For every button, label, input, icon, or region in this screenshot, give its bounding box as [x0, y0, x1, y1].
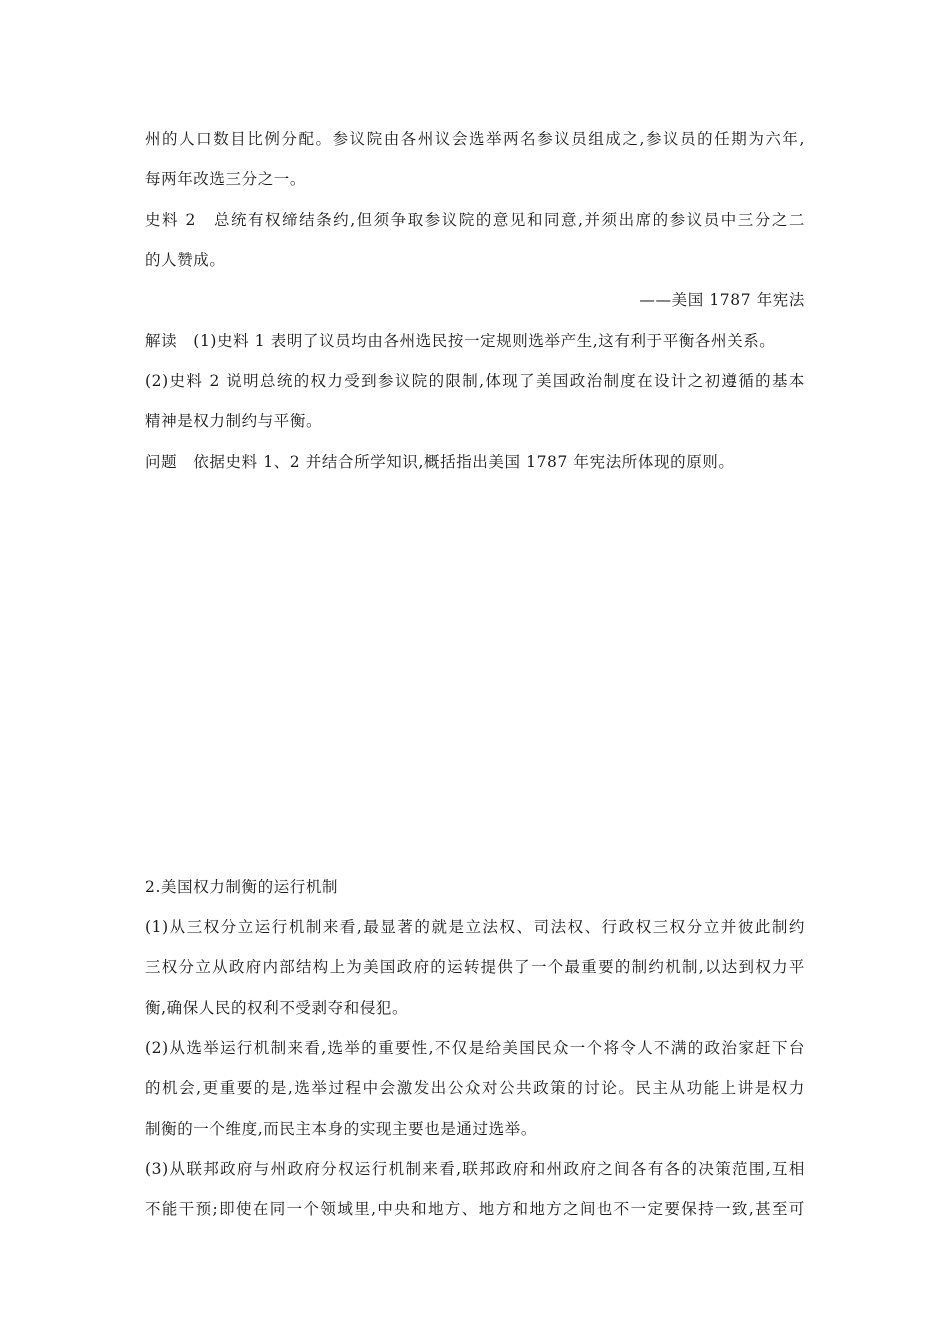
paragraph-line: (1)从三权分立运行机制来看,最显著的就是立法权、司法权、行政权三权分立并彼此制约 — [145, 918, 805, 936]
interpretation-line: (2)史料 2 说明总统的权力受到参议院的限制,体现了美国政治制度在设计之初遵循的基本 — [145, 372, 805, 390]
section-heading: 2.美国权力制衡的运行机制 — [145, 878, 339, 896]
paragraph-line: 每两年改选三分之一。 — [145, 170, 307, 188]
paragraph-line: 的人赞成。 — [145, 251, 226, 269]
paragraph-line: (3)从联邦政府与州政府分权运行机制来看,联邦政府和州政府之间各有各的决策范围,互相 — [145, 1160, 805, 1178]
interpretation-line: 精神是权力制约与平衡。 — [145, 412, 323, 430]
paragraph-line: 三权分立从政府内部结构上为美国政府的运转提供了一个最重要的制约机制,以达到权力平 — [145, 958, 805, 976]
question-line: 问题 依据史料 1、2 并结合所学知识,概括指出美国 1787 年宪法所体现的原则。 — [145, 453, 735, 471]
paragraph-line: 制衡的一个维度,而民主本身的实现主要也是通过选举。 — [145, 1120, 537, 1138]
paragraph-line: 衡,确保人民的权利不受剥夺和侵犯。 — [145, 999, 409, 1017]
paragraph-line: 的机会,更重要的是,选举过程中会激发出公众对公共政策的讨论。民主从功能上讲是权力 — [145, 1079, 805, 1097]
paragraph-line: 不能干预;即使在同一个领域里,中央和地方、地方和地方之间也不一定要保持一致,甚至可 — [145, 1200, 805, 1218]
paragraph-line: (2)从选举运行机制来看,选举的重要性,不仅是给美国民众一个将令人不满的政治家赶下台 — [145, 1039, 805, 1057]
source-attribution: ——美国 1787 年宪法 — [639, 291, 805, 309]
interpretation-line: 解读 (1)史料 1 表明了议员均由各州选民按一定规则选举产生,这有利于平衡各州关系。 — [145, 332, 776, 350]
source-2-line: 史料 2 总统有权缔结条约,但须争取参议院的意见和同意,并须出席的参议员中三分之二 — [145, 211, 805, 229]
paragraph-line: 州的人口数目比例分配。参议院由各州议会选举两名参议员组成之,参议员的任期为六年, — [145, 130, 805, 148]
